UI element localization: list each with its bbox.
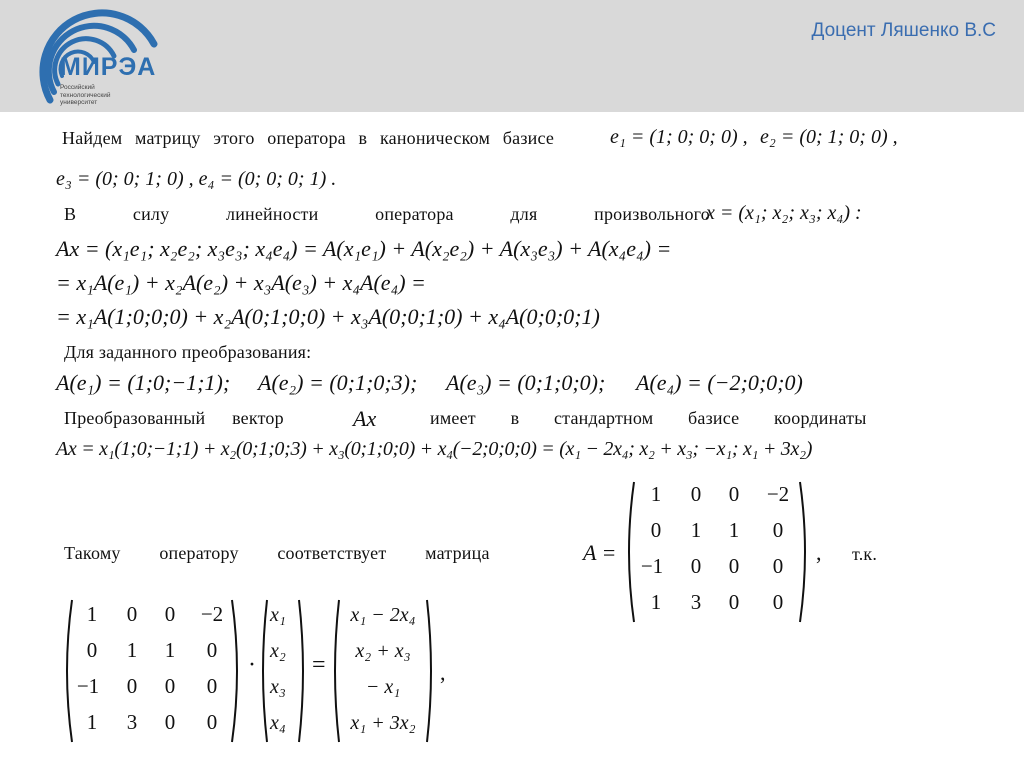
matrix-a-cell: 0 — [728, 482, 740, 506]
matrix-a-cell: 1 — [690, 518, 702, 542]
logo-subtitle-line: университет — [60, 99, 98, 106]
matrix-a-cell: 1 — [728, 518, 740, 542]
linearity-text: В силу линейности оператора для произвольного — [64, 204, 711, 224]
vector-x-entry: x₄ — [270, 712, 286, 734]
logo-subtitle-line: Российский — [60, 84, 95, 91]
given-transform-text: Для заданного преобразования: — [64, 342, 312, 362]
result-entry: x₁ + 3x₂ — [350, 712, 416, 734]
matrix-intro-text: Такому оператору соответствует матрица — [64, 543, 490, 563]
basis-e1: e₁ = (1; 0; 0; 0) , — [610, 126, 748, 148]
matrix-a-cell: 0 — [690, 482, 702, 506]
result-entry: − x₁ — [365, 676, 401, 698]
matrix-a-cell: −1 — [640, 554, 664, 578]
result-entry: x₁ − 2x₄ — [350, 604, 416, 626]
vector-x-def: x = (x₁; x₂; x₃; x₄) : — [706, 202, 862, 224]
matrix-a-cell: 3 — [690, 590, 702, 614]
matrix-cell: 0 — [126, 602, 138, 626]
matrix-a-cell: 0 — [650, 518, 662, 542]
logo-subtitle-line: технологический — [60, 91, 111, 99]
standard-basis-text: имеет в стандартном базисе координаты — [430, 408, 867, 428]
matrix-a-cell: 0 — [728, 590, 740, 614]
basis-intro-text: Найдем матрицу этого оператора в каноническом базисе — [62, 128, 555, 148]
equals-sign: = — [312, 652, 326, 678]
image-e4: A(e₄) = (−2;0;0;0) — [636, 370, 803, 395]
matrix-cell: 1 — [86, 602, 98, 626]
matrix-cell: 0 — [164, 674, 176, 698]
vector-x-entry: x₂ — [270, 640, 286, 662]
basis-e2: e₂ = (0; 1; 0; 0) , — [760, 126, 898, 148]
logo-subtitle — [60, 84, 111, 107]
trailing-comma: , — [440, 660, 446, 685]
matrix-cell: 0 — [206, 674, 218, 698]
author-name: Доцент Ляшенко В.С — [811, 20, 996, 41]
slide-header — [0, 0, 1024, 112]
basis-e3-e4: e₃ = (0; 0; 1; 0) , e₄ = (0; 0; 0; 1) . — [56, 168, 337, 190]
logo-name: МИРЭА — [60, 53, 157, 81]
matrix-a-cell: 1 — [650, 590, 662, 614]
image-e1: A(e₁) = (1;0;−1;1); — [56, 370, 231, 395]
expansion-line-3: = x₁A(1;0;0;0) + x₂A(0;1;0;0) + x₃A(0;0;1;0) + x₄A(0;0;0;1) — [56, 304, 600, 329]
vector-x-entry: x₁ — [270, 604, 286, 626]
vector-x-entry: x₃ — [270, 676, 286, 698]
matrix-a-cell: 0 — [772, 590, 784, 614]
matrix-cell: 1 — [126, 638, 138, 662]
matrix-cell: −1 — [76, 674, 100, 698]
matrix-a-comma: , — [816, 540, 822, 565]
transformed-vector-text: Преобразованный вектор — [64, 408, 284, 428]
matrix-a-cell: 0 — [772, 554, 784, 578]
university-logo — [4, 4, 174, 108]
result-entry: x₂ + x₃ — [355, 640, 411, 662]
matrix-a-product — [60, 596, 244, 746]
matrix-cell: 0 — [164, 602, 176, 626]
matrix-cell: 0 — [86, 638, 98, 662]
matrix-cell: 1 — [164, 638, 176, 662]
matrix-a-cell: 0 — [772, 518, 784, 542]
expansion-line-1: Ax = (x₁e₁; x₂e₂; x₃e₃; x₄e₄) = A(x₁e₁) + A(x₂e₂) + A(x₃e₃) + A(x₄e₄) = — [56, 236, 672, 261]
matrix-cell: 0 — [206, 710, 218, 734]
vector-x-column — [258, 596, 308, 746]
image-e3: A(e₃) = (0;1;0;0); — [446, 370, 606, 395]
matrix-cell: 0 — [164, 710, 176, 734]
matrix-cell: 1 — [86, 710, 98, 734]
matrix-a-cell: 0 — [690, 554, 702, 578]
matrix-cell: 0 — [206, 638, 218, 662]
matrix-a-cell: 0 — [728, 554, 740, 578]
matrix-a-label: A = — [583, 540, 617, 565]
result-column — [330, 596, 436, 746]
matrix-cell: 0 — [126, 674, 138, 698]
matrix-a — [622, 478, 812, 626]
matrix-a-cell: 1 — [650, 482, 662, 506]
coordinates-formula: Ax = x₁(1;0;−1;1) + x₂(0;1;0;3) + x₃(0;1;0;0) + x₄(−2;0;0;0) = (x₁ − 2x₄; x₂ + x₃; −x₁; x₁ + 3x₂) — [56, 438, 813, 460]
expansion-line-2: = x₁A(e₁) + x₂A(e₂) + x₃A(e₃) + x₄A(e₄) = — [56, 270, 426, 295]
multiply-dot: · — [248, 652, 256, 678]
matrix-cell: 3 — [126, 710, 138, 734]
image-e2: A(e₂) = (0;1;0;3); — [258, 370, 418, 395]
matrix-cell: −2 — [200, 602, 224, 626]
because-text: т.к. — [852, 544, 878, 564]
ax-symbol: Ax — [353, 406, 377, 431]
matrix-a-cell: −2 — [766, 482, 790, 506]
